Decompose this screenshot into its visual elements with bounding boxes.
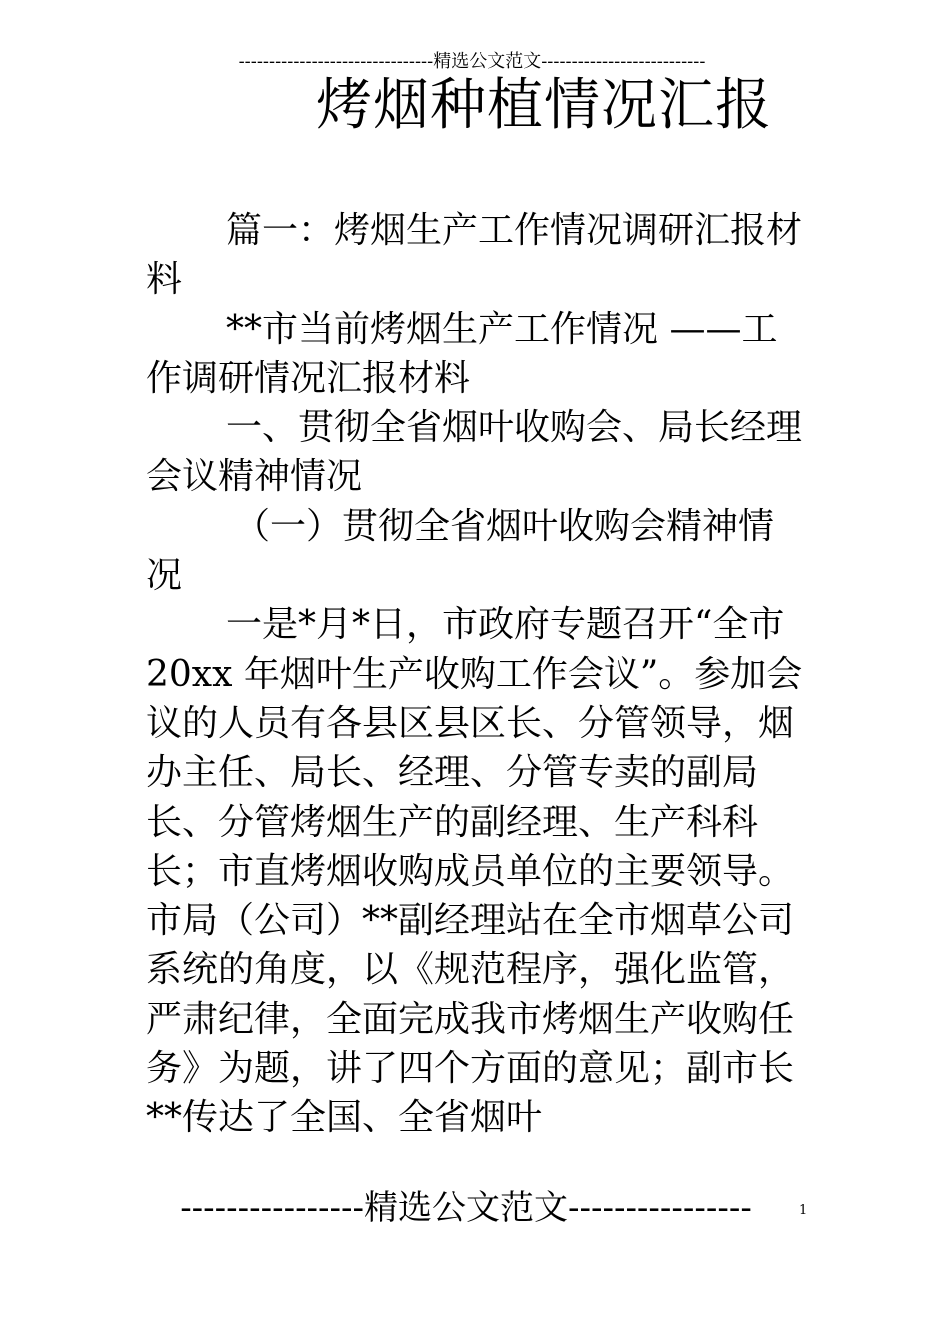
body-paragraph: 一是*月*日，市政府专题召开“全市20xx 年烟叶生产收购工作会议”。参加会议的人员有各县区县区长、分管领导，烟办主任、局长、经理、分管专卖的副局长、分管烤烟生产的副经理、生产科科长；市直烤烟收购成员单位的主要领导。市局（公司）**副经理站在全市烟草公司系统的角度，以《规范程序，强化监管，严肃纪律，全面完成我市烤烟生产收购任务》为题，讲了四个方面的意见；副市长**传达了全国、全省烟叶 xyxy=(146,604,803,1139)
chapter-heading: 一、贯彻全省烟叶收购会、局长经理会议精神情况 xyxy=(146,407,803,498)
page-header: --------------------------------精选公文范文--------------------------- xyxy=(238,51,706,72)
page-number: 1 xyxy=(799,1203,808,1218)
document-title: 烤烟种植情况汇报 xyxy=(316,73,772,138)
section-heading: 篇一：烤烟生产工作情况调研汇报材料 xyxy=(146,210,803,301)
document-body xyxy=(146,206,806,1143)
page-footer: ----------------精选公文范文---------------- xyxy=(180,1188,752,1228)
subtitle-paragraph: **市当前烤烟生产工作情况 ——工作调研情况汇报材料 xyxy=(146,308,778,399)
subsection-heading: （一）贯彻全省烟叶收购会精神情况 xyxy=(146,505,775,597)
